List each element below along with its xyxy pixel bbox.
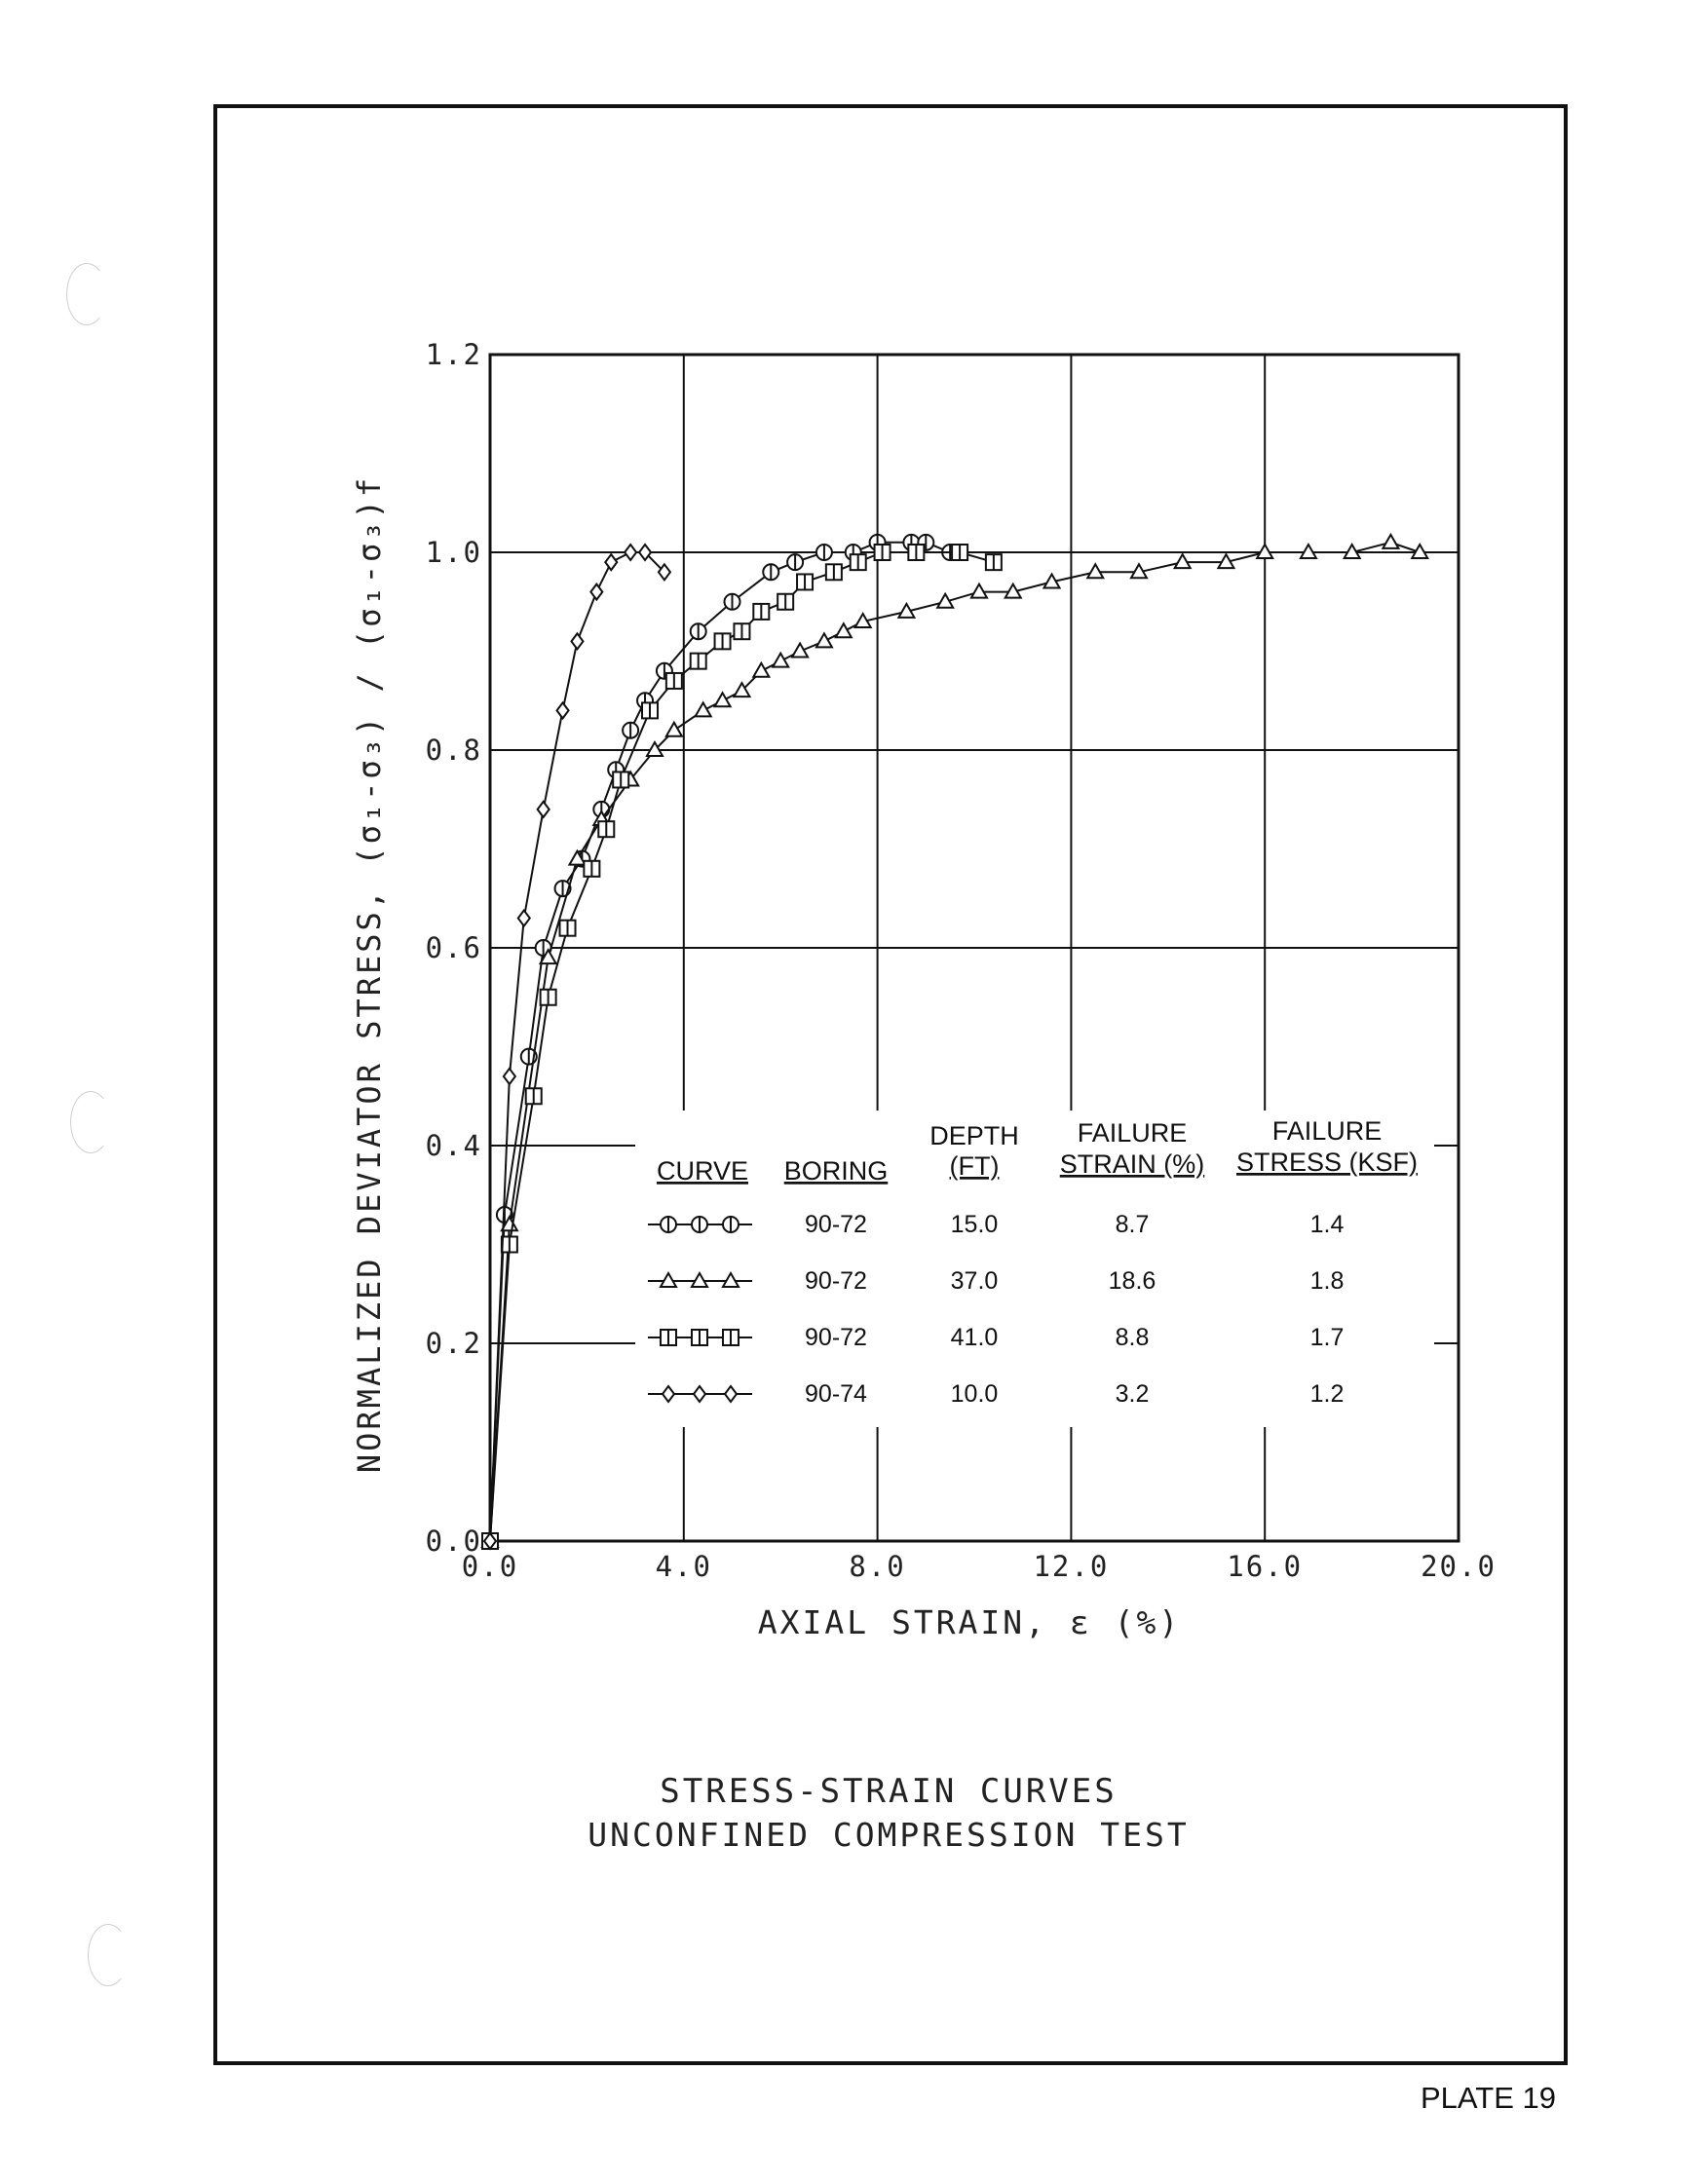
- legend-boring: 90-74: [805, 1380, 867, 1408]
- legend-header-strain-1: FAILURE: [1077, 1118, 1188, 1148]
- data-point-square-cross: [526, 1088, 542, 1104]
- chart-subtitle: UNCONFINED COMPRESSION TEST: [588, 1816, 1190, 1854]
- data-point-square-cross: [502, 1237, 517, 1253]
- legend-failure-stress: 1.8: [1309, 1267, 1345, 1295]
- legend-boring: 90-72: [805, 1267, 867, 1295]
- data-point-square-cross: [753, 604, 769, 620]
- data-point-square-cross: [692, 1330, 707, 1345]
- data-point-circle-cross: [692, 1217, 707, 1232]
- y-tick-label: 0.0: [425, 1525, 482, 1558]
- legend-failure-strain: 18.6: [1108, 1267, 1156, 1295]
- legend-boring: 90-72: [805, 1324, 867, 1351]
- legend-depth: 37.0: [950, 1267, 999, 1295]
- y-tick-labels: [426, 338, 482, 1558]
- legend: [635, 1111, 1434, 1427]
- data-point-circle-cross: [763, 564, 778, 580]
- plate-label: PLATE 19: [1421, 2081, 1557, 2115]
- legend-depth: 10.0: [950, 1380, 999, 1408]
- legend-boring: 90-72: [805, 1211, 867, 1238]
- y-tick-label: 0.8: [425, 734, 482, 767]
- data-point-square-cross: [541, 990, 556, 1005]
- x-tick-labels: [462, 1550, 1497, 1583]
- data-point-square-cross: [797, 574, 813, 589]
- legend-header-boring: BORING: [783, 1156, 889, 1186]
- data-point-square-cross: [642, 702, 658, 718]
- data-point-square-cross: [723, 1330, 739, 1345]
- legend-header-curve: CURVE: [656, 1156, 749, 1186]
- x-tick-label: 12.0: [1033, 1550, 1110, 1583]
- data-point-square-cross: [826, 564, 842, 580]
- data-point-circle-cross: [816, 545, 832, 560]
- legend-failure-strain: 3.2: [1115, 1380, 1150, 1408]
- legend-failure-stress: 1.2: [1309, 1380, 1345, 1408]
- data-point-square-cross: [734, 623, 749, 639]
- legend-header-depth-2: (FT): [949, 1151, 1000, 1181]
- data-point-square-cross: [661, 1330, 676, 1345]
- y-tick-label: 1.2: [425, 338, 482, 371]
- legend-header-depth-1: DEPTH: [929, 1121, 1019, 1150]
- data-point-circle-cross: [623, 723, 638, 738]
- x-tick-label: 0.0: [461, 1550, 519, 1583]
- legend-depth: 15.0: [950, 1211, 999, 1238]
- legend-failure-stress: 1.4: [1309, 1211, 1345, 1238]
- y-axis-title: NORMALIZED DEVIATOR STRESS, (σ₁-σ₃) / (σ₁-σ₃)f: [351, 474, 388, 1474]
- data-point-square-cross: [986, 554, 1002, 570]
- data-point-square-cross: [584, 861, 599, 877]
- data-point-square-cross: [598, 821, 614, 837]
- data-point-square-cross: [851, 554, 866, 570]
- y-tick-label: 0.4: [425, 1129, 482, 1162]
- data-point-square-cross: [613, 772, 628, 787]
- x-tick-label: 8.0: [849, 1550, 906, 1583]
- data-point-circle-cross: [661, 1217, 676, 1232]
- y-tick-label: 1.0: [425, 536, 482, 569]
- data-point-square-cross: [777, 594, 793, 610]
- legend-failure-stress: 1.7: [1309, 1324, 1345, 1351]
- x-tick-label: 16.0: [1227, 1550, 1304, 1583]
- data-point-square-cross: [715, 633, 731, 649]
- legend-failure-strain: 8.8: [1115, 1324, 1150, 1351]
- legend-header-stress-2: STRESS (KSF): [1235, 1148, 1419, 1177]
- data-point-square-cross: [691, 654, 706, 669]
- data-point-circle-cross: [691, 623, 706, 639]
- data-point-square-cross: [908, 545, 924, 560]
- x-axis-title: AXIAL STRAIN, ε (%): [757, 1603, 1182, 1641]
- legend-failure-strain: 8.7: [1115, 1211, 1150, 1238]
- y-tick-label: 0.6: [425, 931, 482, 964]
- x-tick-label: 20.0: [1421, 1550, 1497, 1583]
- legend-depth: 41.0: [950, 1324, 999, 1351]
- x-tick-label: 4.0: [655, 1550, 712, 1583]
- y-tick-label: 0.2: [425, 1327, 482, 1360]
- data-point-square-cross: [666, 673, 682, 689]
- legend-header-stress-1: FAILURE: [1271, 1116, 1383, 1146]
- data-point-square-cross: [560, 921, 576, 936]
- chart-title: STRESS-STRAIN CURVES: [660, 1772, 1118, 1811]
- data-point-square-cross: [952, 545, 967, 560]
- legend-header-strain-2: STRAIN (%): [1059, 1149, 1205, 1179]
- data-point-square-cross: [875, 545, 891, 560]
- data-point-circle-cross: [787, 554, 803, 570]
- data-point-circle-cross: [725, 594, 740, 610]
- data-point-circle-cross: [723, 1217, 739, 1232]
